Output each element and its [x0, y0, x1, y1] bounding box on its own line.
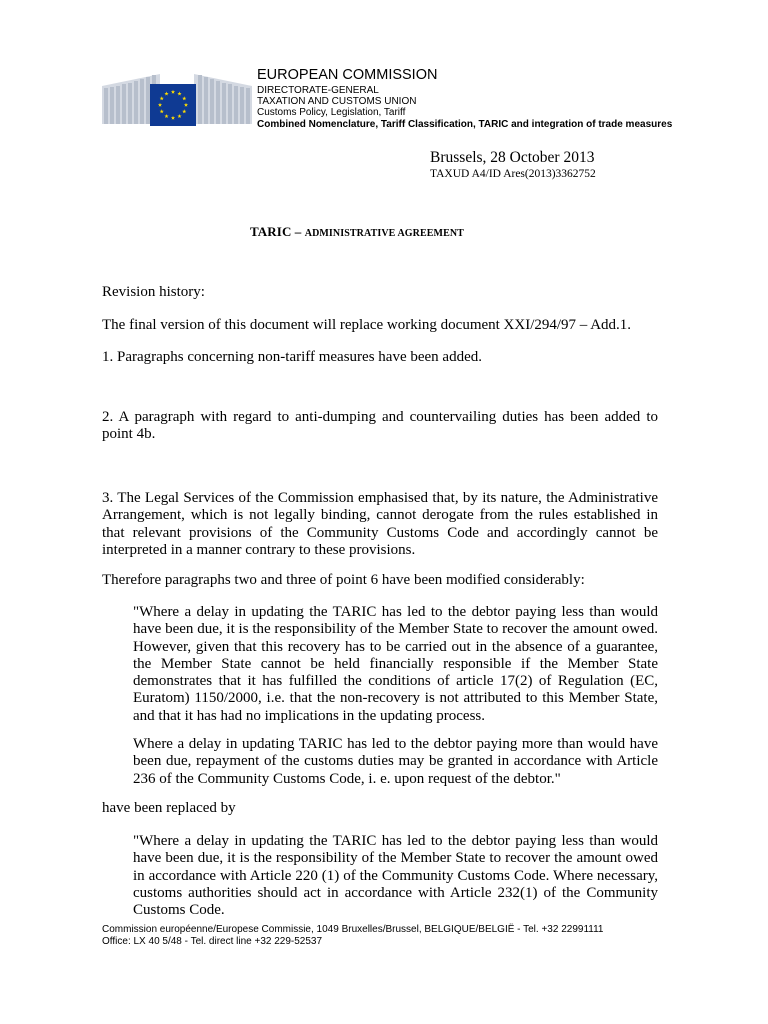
footer	[102, 924, 603, 947]
revision-item-2: 2. A paragraph with regard to anti-dumping and countervailing duties has been added to point 4b.	[102, 409, 658, 443]
section: Combined Nomenclature, Tariff Classification, TARIC and integration of trade measures	[257, 118, 673, 130]
union: TAXATION AND CUSTOMS UNION	[257, 95, 417, 107]
final-version-paragraph: The final version of this document will replace working document XXI/294/97 – Add.1.	[102, 317, 632, 333]
quote-paragraph-1: "Where a delay in updating the TARIC has led to the debtor paying less than would have been due, it is the responsibility of the Member State to recover the amount owed. However, given that this recovery has to be carried out in the absence of a guarantee, the Member State cannot be held financially responsible if the Member State demonstrates that it has fulfilled the conditions of article 17(2) of Regulation (EC, Euratom) 1150/2000, i.e. that the non-recovery is not attributed to this Member State, and that it has had no implications in the updating process.	[133, 604, 658, 724]
document-reference: TAXUD A4/ID Ares(2013)3362752	[430, 168, 596, 180]
title-rest: ADMINISTRATIVE AGREEMENT	[304, 228, 464, 239]
revision-heading: Revision history:	[102, 284, 205, 300]
organisation-block	[257, 68, 672, 130]
directorate: DIRECTORATE-GENERAL	[257, 84, 379, 96]
therefore-paragraph: Therefore paragraphs two and three of point 6 have been modified considerably:	[102, 572, 585, 588]
revision-item-1: 1. Paragraphs concerning non-tariff measures have been added.	[102, 349, 482, 365]
quote-paragraph-2: Where a delay in updating TARIC has led to the debtor paying more than would have been due, repayment of the customs duties may be granted in accordance with Article 236 of the Community Customs Code, i. e. upon request of the debtor."	[133, 736, 658, 787]
footer-office: Office: LX 40 5/48 - Tel. direct line +32 229-52537	[102, 935, 323, 947]
place-date: Brussels, 28 October 2013	[430, 149, 595, 166]
quote-paragraph-3: "Where a delay in updating the TARIC has led to the debtor paying less than would have been due, it is the responsibility of the Member State to recover the amount owed in accordance with Article 220 (1) of the Community Customs Code. Where necessary, customs authorities should act in accordance with Article 232(1) of the Community Customs Code.	[133, 833, 658, 919]
document-title	[250, 224, 464, 240]
revision-item-3: 3. The Legal Services of the Commission emphasised that, by its nature, the Administrative Arrangement, which is not legally binding, cannot derogate from the rules established in that relevant provisions of the Community Customs Code and accordingly cannot be interpreted in a manner contrary to these provisions.	[102, 490, 658, 558]
organisation-name: EUROPEAN COMMISSION	[257, 67, 438, 83]
title-main: TARIC	[250, 224, 292, 239]
unit: Customs Policy, Legislation, Tariff	[257, 107, 406, 119]
european-commission-logo	[102, 64, 252, 132]
replaced-by-paragraph: have been replaced by	[102, 800, 236, 816]
title-dash: –	[291, 224, 305, 239]
eu-flag-icon	[150, 84, 196, 126]
footer-address: Commission européenne/Europese Commissie, 1049 Bruxelles/Brussel, BELGIQUE/BELGIË - Tel. +32 22991111	[102, 924, 604, 935]
